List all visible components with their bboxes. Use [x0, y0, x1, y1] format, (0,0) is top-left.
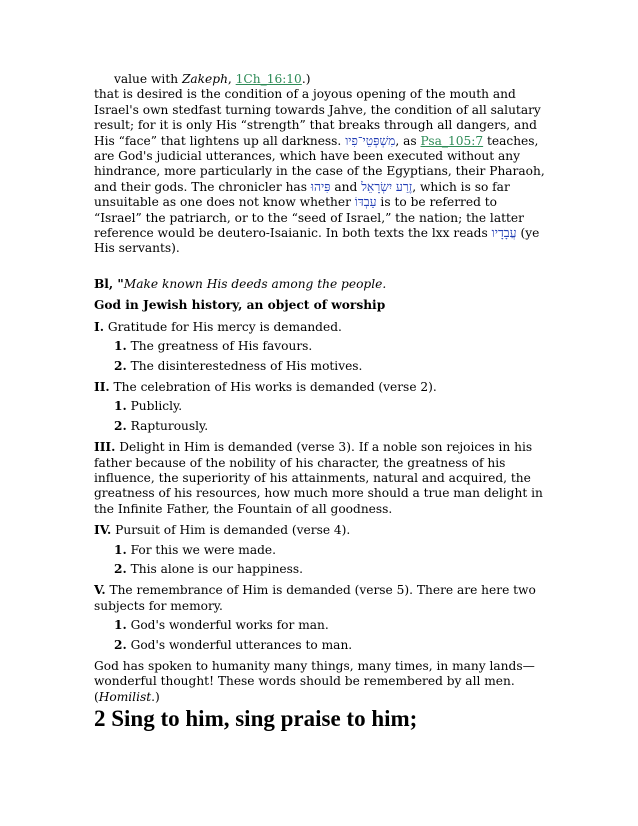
text-run: .) — [151, 689, 160, 704]
text-run: , as — [395, 133, 421, 148]
outline-text: The remembrance of Him is demanded (verse 5). There are here two subjects for memory. — [94, 583, 536, 613]
outline-item — [94, 523, 548, 538]
outline-text: Gratitude for His mercy is demanded. — [103, 319, 342, 334]
outline-item — [94, 583, 548, 614]
homily-outline — [94, 320, 548, 653]
outline-subitem — [94, 543, 548, 558]
outline-number: 2. — [114, 358, 127, 373]
outline-text: Pursuit of Him is demanded (verse 4). — [111, 523, 351, 538]
outline-subitem — [94, 339, 548, 354]
scripture-link-psa[interactable]: Psa_105:7 — [420, 133, 484, 148]
hebrew-term: עַבְדּוֹ — [354, 195, 377, 210]
bl-quote: Make known His deeds among the people. — [123, 276, 387, 291]
outline-item — [94, 380, 548, 395]
outline-subitem — [94, 359, 548, 374]
text-run: is to be referred to “Israel” the patriarch, or to the “seed of Israel,” the nation; the latter reference would be deutero-Isaianic. In both texts the lxx reads — [94, 195, 524, 241]
outline-text: Delight in Him is demanded (verse 3). If a noble son rejoices in his father because of the nobility of his character, the greatness of his influence, the superiority of his attainments, natural and acquired, the greatness of his resources, how much more should a true man delight in the Infinite Father, the Fountain of all goodness. — [94, 440, 543, 516]
outline-subitem — [94, 562, 548, 577]
outline-number: 2. — [114, 561, 127, 576]
text-run: and — [330, 179, 362, 194]
outline-number: 2. — [114, 418, 127, 433]
outline-text: God's wonderful utterances to man. — [126, 637, 353, 652]
outline-text: This alone is our happiness. — [126, 561, 304, 576]
hebrew-term: עֲבָדָיו — [491, 226, 517, 241]
scripture-link-1ch[interactable]: 1Ch_16:10 — [235, 72, 302, 86]
text-run: .) — [301, 72, 311, 86]
commentary-paragraph — [94, 87, 548, 256]
section-title: God in Jewish history, an object of worship — [94, 298, 386, 313]
outline-item — [94, 320, 548, 335]
outline-number: V. — [94, 583, 106, 598]
outline-text: God's wonderful works for man. — [126, 618, 329, 633]
outline-subitem — [94, 638, 548, 653]
outline-number: 1. — [114, 399, 127, 414]
outline-number: IV. — [94, 523, 112, 538]
text-run: value with — [114, 72, 182, 86]
continuation-line — [94, 72, 548, 87]
outline-number: II. — [94, 379, 110, 394]
outline-subitem — [94, 618, 548, 633]
outline-text: Publicly. — [126, 399, 183, 414]
hebrew-term: פִּיהוּ — [310, 179, 331, 194]
text-run: (ye His servants). — [94, 226, 540, 256]
outline-text: For this we were made. — [126, 542, 276, 557]
outline-subitem — [94, 419, 548, 434]
source-homilist: Homilist — [98, 689, 152, 704]
outline-text: The celebration of His works is demanded (verse 2). — [109, 379, 437, 394]
document-body — [94, 72, 548, 705]
outline-number: I. — [94, 319, 104, 334]
bl-label: Bl, " — [94, 276, 124, 291]
outline-number: III. — [94, 440, 116, 455]
outline-number: 1. — [114, 618, 127, 633]
bl-heading — [94, 277, 548, 292]
outline-number: 1. — [114, 339, 127, 354]
outline-item — [94, 440, 548, 517]
outline-text: Rapturously. — [126, 418, 209, 433]
text-run: , which is so far unsuitable as one does not know whether — [94, 179, 510, 210]
closing-paragraph — [94, 659, 548, 705]
outline-number: 2. — [114, 637, 127, 652]
hebrew-term: מִשְׁפְּטֵי־פִיו — [345, 133, 396, 148]
text-run: , — [227, 72, 236, 86]
outline-text: The disinterestedness of His motives. — [126, 358, 363, 373]
outline-subitem — [94, 399, 548, 414]
text-run: that is desired is the condition of a joyous opening of the mouth and Israel's own stedfast turning towards Jahve, the condition of all salutary result; for it is only His “strength” that breaks through all dangers, and His “face” that lightens up all darkness. — [94, 87, 541, 148]
term-zakeph: Zakeph — [181, 72, 228, 86]
hebrew-term: זֶרַע יִשְׂרָאֵל — [361, 179, 413, 194]
text-run: God has spoken to humanity many things, many times, in many lands—wonderful thought! These words should be remembered by all men. ( — [94, 659, 535, 704]
outline-text: The greatness of His favours. — [126, 339, 313, 354]
outline-number: 1. — [114, 542, 127, 557]
verse-heading: 2 Sing to him, sing praise to him; — [94, 706, 418, 731]
text-run: teaches, are God's judicial utterances, which have been executed without any hindrance, more particularly in the case of the Egyptians, their Pharaoh, and their gods. The chronicler has — [94, 133, 545, 194]
